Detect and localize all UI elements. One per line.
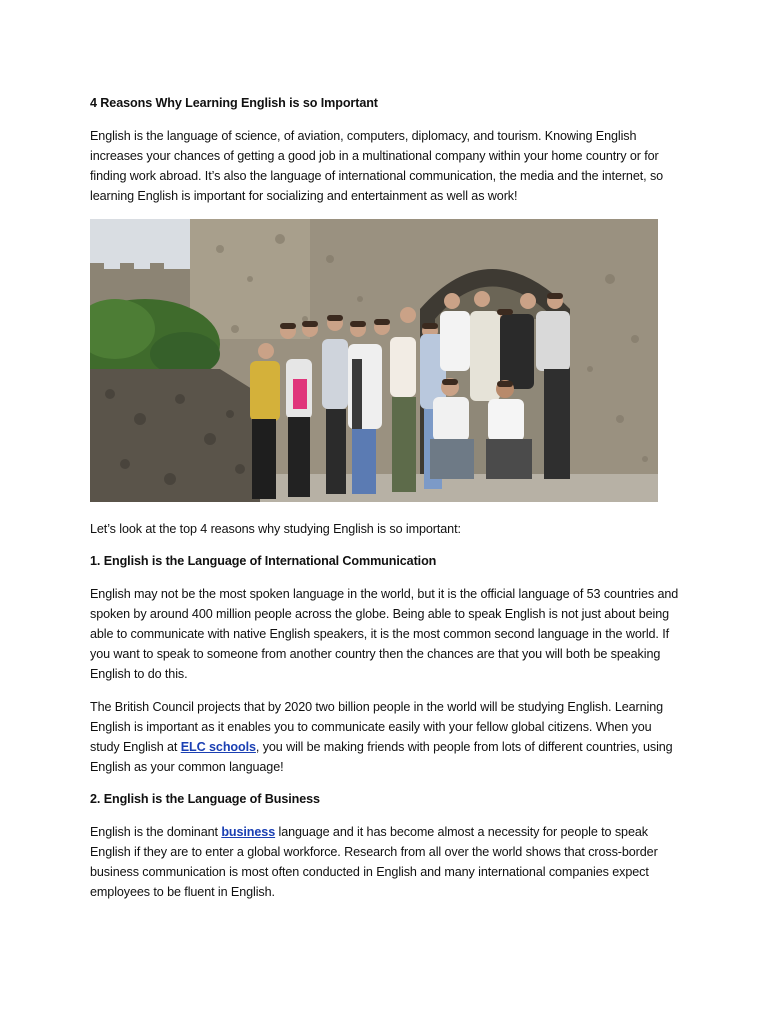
elc-schools-link[interactable]: ELC schools xyxy=(180,740,256,754)
lead-in-text: Let’s look at the top 4 reasons why studying English is so important: xyxy=(90,522,461,536)
section1-paragraph1: English may not be the most spoken language in the world, but it is the official language of 53 countries and spoken by around 400 million people across the globe. Being able to speak English is not just about being able to communicate with native English speakers, it is the most common second language in the world. If you want to speak to someone from another country then the chances are that you will both be speaking English to do this. xyxy=(90,587,679,681)
section2-paragraph1-start: English is the dominant xyxy=(90,825,222,839)
group-photo xyxy=(90,219,658,502)
section2-paragraph1-end: language and it has become almost a necessity for people to speak English if they are to enter a global workforce. Research from all over the world shows that cross-border business communication is most often conducted in English and many international companies expect employees to be fluent in English. xyxy=(90,825,658,899)
section2-paragraph1 xyxy=(90,822,680,902)
section2-heading: 2. English is the Language of Business xyxy=(90,792,320,806)
intro-paragraph: English is the language of science, of aviation, computers, diplomacy, and tourism. Knowing English increases your chances of getting a good job in a multinational company within your home country or for finding work abroad. It’s also the language of international communication, the media and the internet, so learning English is important for socializing and entertainment as well as work! xyxy=(90,129,664,203)
section1-heading: 1. English is the Language of International Communication xyxy=(90,554,437,568)
section1-paragraph2-end: , you will be making friends with people from lots of different countries, using English as your common language! xyxy=(90,740,673,774)
section1-paragraph2-start: The British Council projects that by 2020 two billion people in the world will be studying English. Learning English is important as it enables you to communicate easily with your fellow global citizens. When you study English at xyxy=(90,700,664,754)
document-title: 4 Reasons Why Learning English is so Important xyxy=(90,96,378,110)
business-link[interactable]: business xyxy=(221,825,276,839)
section1-paragraph2 xyxy=(90,697,680,777)
